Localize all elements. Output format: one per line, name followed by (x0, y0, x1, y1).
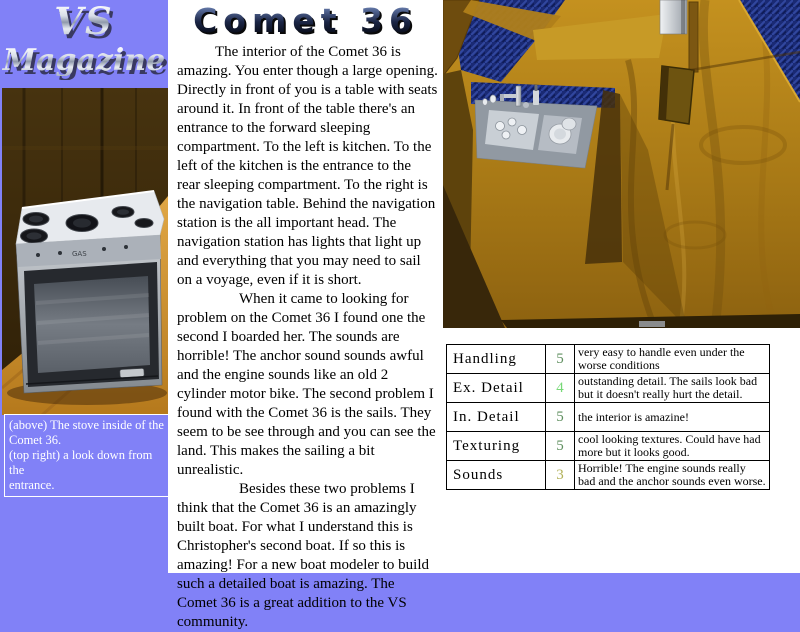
rating-label: Handling (447, 345, 546, 374)
rating-comment: the interior is amazine! (575, 403, 770, 432)
rating-label: In. Detail (447, 403, 546, 432)
vs-magazine-logo (0, 0, 168, 76)
stove (16, 191, 164, 393)
rating-score: 5 (546, 432, 575, 461)
table-row (447, 345, 770, 374)
stove-caption-box (4, 414, 170, 497)
page-title: Comet 36 (168, 0, 443, 40)
rating-comment: outstanding detail. The sails look bad but it doesn't really hurt the detail. (575, 374, 770, 403)
article-text (177, 43, 438, 632)
rating-comment: Horrible! The engine sounds really bad and the anchor sounds even worse. (575, 461, 770, 490)
ratings-table (446, 344, 770, 490)
rating-comment: cool looking textures. Could have had more but it looks good. (575, 432, 770, 461)
article-paragraph: The interior of the Comet 36 is amazing. You enter though a large opening. Directly in front of you is a table with seats around it. In front of the table there's an entrance to the forward sleeping compartment. To the left is kitchen. To the left of the kitchen is the entrance to the rear sleeping compartment. To the right is the navigation table. Behind the navigation station is the all important head. The navigation station has lights that light up and everything that you may need to sail on a voyage, even if it is short. (177, 44, 438, 288)
review-column (168, 0, 443, 632)
caption-line: (above) The stove inside of the (9, 418, 164, 432)
caption-line: entrance. (9, 478, 55, 492)
rating-score: 4 (546, 374, 575, 403)
caption-line: (top right) a look down from the (9, 448, 153, 477)
rating-score: 5 (546, 403, 575, 432)
table-row (447, 374, 770, 403)
stove-image (2, 88, 168, 415)
caption-line: Comet 36. (9, 433, 62, 447)
interior-image (443, 0, 800, 328)
hatch (659, 66, 694, 124)
logo-vs-text: VS (0, 3, 168, 40)
table-row (447, 432, 770, 461)
article-paragraph: Besides these two problems I think that the Comet 36 is an amazingly built boat. For what I understand this is Christopher's second boat. If so this is amazing! For a new boat modeler to build such a detailed boat is amazing. The Comet 36 is a great addition to the VS community. (177, 481, 430, 630)
stove-decal-text: GAS (72, 250, 87, 258)
table-row (447, 403, 770, 432)
logo-magazine-text: Magazine (0, 46, 168, 76)
rating-comment: very easy to handle even under the worse conditions (575, 345, 770, 374)
rating-score: 3 (546, 461, 575, 490)
table-row (447, 461, 770, 490)
rating-label: Texturing (447, 432, 546, 461)
article-paragraph: When it came to looking for problem on the Comet 36 I found one the second I boarded her. The sounds are horrible! The anchor sound sounds awful and the engine sounds like an old 2 cylinder motor bike. The second problem I found with the Comet 36 is the sails. They seem to be see through and you can see the land. This makes the sailing a bit unrealistic. (177, 291, 436, 478)
rating-label: Ex. Detail (447, 374, 546, 403)
rating-label: Sounds (447, 461, 546, 490)
rating-score: 5 (546, 345, 575, 374)
